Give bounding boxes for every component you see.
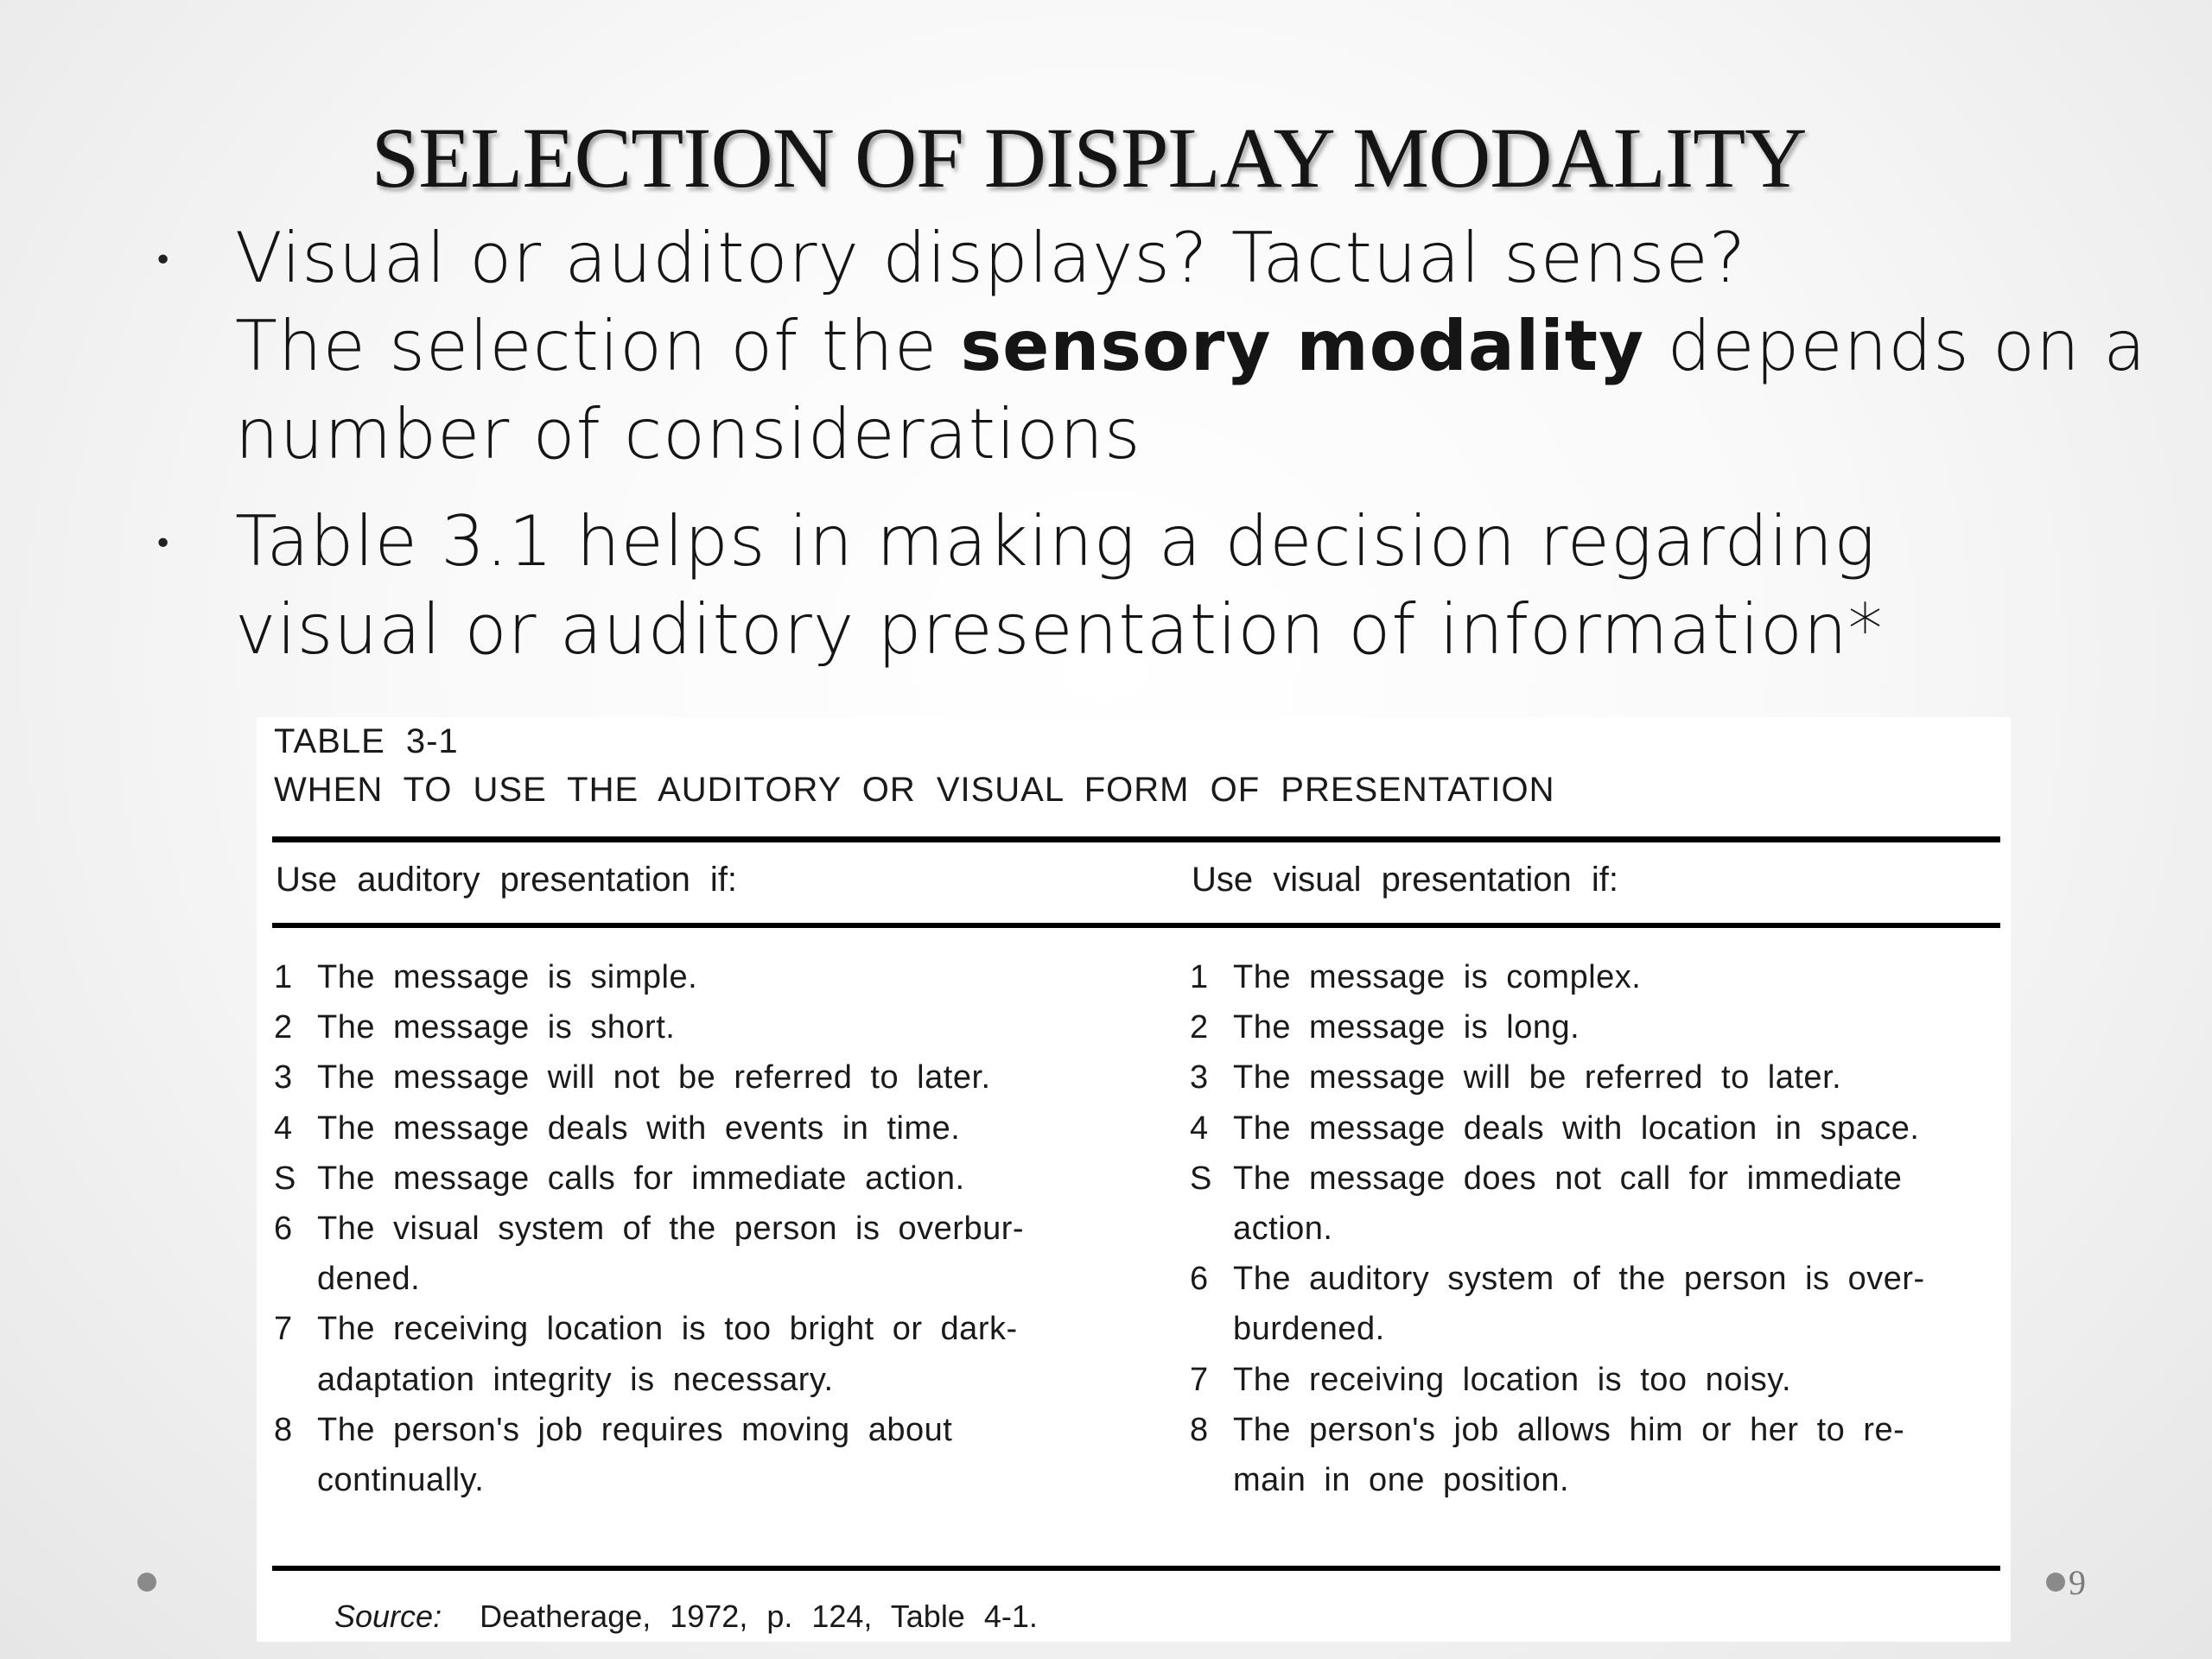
- bullet-1-line-3: number of considerations: [235, 394, 1141, 474]
- table-top-rule: [272, 836, 2000, 842]
- visual-item-number: 3: [1190, 1059, 1209, 1096]
- auditory-item-number: S: [274, 1160, 296, 1197]
- slide-title: SELECTION OF DISPLAY MODALITY: [371, 110, 1807, 206]
- visual-item-number: 4: [1190, 1109, 1209, 1147]
- auditory-item-number: 3: [274, 1059, 293, 1096]
- visual-item-number: 7: [1190, 1361, 1209, 1398]
- auditory-item-text: The message is simple.: [317, 959, 698, 995]
- source-text: Deatherage, 1972, p. 124, Table 4-1.: [480, 1599, 1038, 1634]
- slide-dot-left: [137, 1573, 156, 1592]
- bullet-1-line-2-post: depends on a: [1644, 306, 2147, 386]
- visual-item-number: 6: [1190, 1261, 1209, 1298]
- visual-item-text: The message is complex.: [1233, 959, 1642, 995]
- auditory-item-number: 7: [274, 1311, 293, 1348]
- visual-item-number: 1: [1190, 959, 1209, 995]
- visual-item-number: 8: [1190, 1411, 1209, 1448]
- auditory-item-number: 2: [274, 1009, 293, 1046]
- auditory-item-text: The message deals with events in time.: [317, 1109, 961, 1147]
- auditory-item-number: 6: [274, 1211, 293, 1247]
- auditory-item-text: The person's job requires moving about: [317, 1411, 953, 1448]
- visual-item-text: The auditory system of the person is over-: [1233, 1261, 1925, 1298]
- table-label: TABLE 3-1: [274, 722, 459, 760]
- auditory-item-text: adaptation integrity is necessary.: [317, 1361, 834, 1398]
- page-number: 9: [2069, 1563, 2086, 1602]
- bullet-1-emphasis: sensory modality: [960, 306, 1645, 386]
- visual-item-text: burdened.: [1233, 1311, 1385, 1348]
- visual-item-text: action.: [1233, 1211, 1333, 1247]
- visual-item-text: The message is long.: [1233, 1009, 1580, 1046]
- auditory-item-number: 8: [274, 1411, 293, 1448]
- auditory-item-text: continually.: [317, 1462, 485, 1498]
- table-source: [334, 1599, 1038, 1635]
- auditory-item-text: dened.: [317, 1261, 421, 1298]
- auditory-item-text: The message will not be referred to later.: [317, 1059, 991, 1096]
- bullet-1-line-2-pre: The selection of the: [235, 306, 961, 386]
- bullet-icon: •: [154, 526, 173, 562]
- auditory-item-number: 4: [274, 1109, 293, 1147]
- auditory-item-text: The receiving location is too bright or dark-: [317, 1311, 1018, 1348]
- bullet-icon: •: [154, 243, 173, 278]
- visual-item-text: main in one position.: [1233, 1462, 1570, 1498]
- visual-item-text: The person's job allows him or her to re-: [1233, 1411, 1905, 1448]
- visual-item-text: The message deals with location in space.: [1233, 1109, 1920, 1147]
- auditory-column-header: Use auditory presentation if:: [276, 861, 738, 899]
- visual-item-text: The receiving location is too noisy.: [1233, 1361, 1792, 1398]
- bullet-2-line-2: visual or auditory presentation of information*: [235, 589, 1884, 670]
- visual-item-number: 2: [1190, 1009, 1209, 1046]
- table-header-rule: [272, 923, 2000, 928]
- visual-item-text: The message will be referred to later.: [1233, 1059, 1842, 1096]
- auditory-item-text: The message is short.: [317, 1009, 676, 1046]
- auditory-item-number: 1: [274, 959, 293, 995]
- bullet-1-line-1: Visual or auditory displays? Tactual sense?: [235, 218, 1747, 298]
- visual-item-text: The message does not call for immediate: [1233, 1160, 1903, 1197]
- visual-item-number: S: [1190, 1160, 1212, 1197]
- source-label: Source:: [334, 1599, 442, 1634]
- visual-column-header: Use visual presentation if:: [1192, 861, 1619, 899]
- auditory-item-text: The visual system of the person is overbur-: [317, 1211, 1025, 1247]
- table-bottom-rule: [272, 1566, 2000, 1571]
- table-panel: [257, 717, 2011, 1642]
- bullet-1-line-2: [235, 302, 2146, 391]
- bullet-2-line-1: Table 3.1 helps in making a decision regarding: [235, 501, 1877, 582]
- slide-dot-right: [2046, 1573, 2065, 1592]
- table-caption: WHEN TO USE THE AUDITORY OR VISUAL FORM OF PRESENTATION: [274, 771, 1555, 809]
- auditory-item-text: The message calls for immediate action.: [317, 1160, 965, 1197]
